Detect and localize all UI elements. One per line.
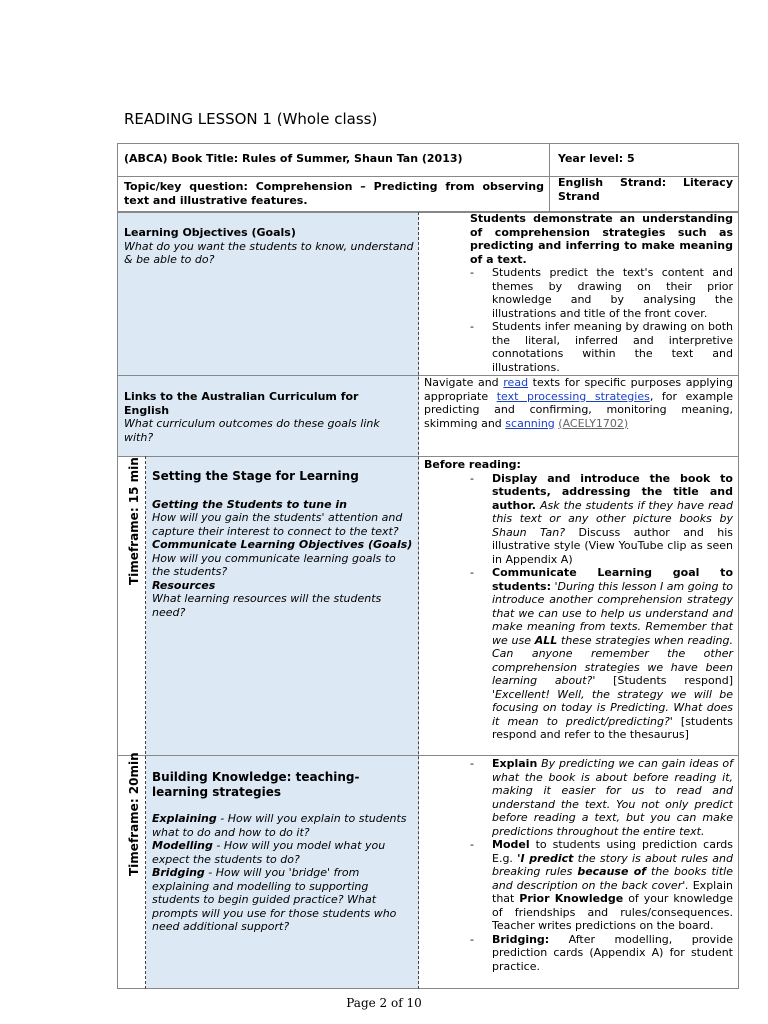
curriculum-text: Navigate and [424,376,504,389]
objectives-prompt: What do you want the students to know, understand & be able to do? [124,239,414,266]
document-title: READING LESSON 1 (Whole class) [124,110,378,128]
book-title: (ABCA) Book Title: Rules of Summer, Shaun Tan (2013) [124,152,463,165]
item-text: Explain that [492,878,733,905]
item-text: Ask the students if they have read this text or any other picture books by Shaun Tan? [492,498,733,539]
stage-timeframe: Timeframe: 15 min [127,457,141,585]
prompt-text: - How will you 'bridge' from explaining and modelling to supporting students to begin guided practice? What prompts will you use for those students who need additional support? [152,866,397,933]
item-text: the books title and description on the back cover'. [492,865,733,892]
item-emphasis: ALL [534,633,558,647]
acely1702-link[interactable]: (ACELY1702) [558,416,629,430]
tune-in-heading: Getting the Students to tune in [152,497,347,511]
curriculum-heading: Links to the Australian Curriculum for English [124,390,359,417]
stage-cell [152,470,414,619]
objective-point: - Students infer meaning by drawing on both the literal, inferred and interpretive connotations within the text and illustrations. [424,320,733,374]
item-emphasis: because of [577,865,647,878]
item-label: Explain [492,757,538,770]
item-emphasis: 'I predict [517,851,574,865]
item-text: 'Excellent! Well, the strategy we will be focusing on today is Predicting. What does it mean to predict/predicting?' [492,687,733,728]
item-text: [Students respond] [595,674,733,687]
topic-question: Topic/key question: Comprehension – Predicting from observing text and illustrative features. [124,180,544,207]
building-cell [152,770,414,934]
curriculum-text: , for example predicting and confirming, monitoring meaning, skimming and [424,389,733,430]
objectives-heading: Learning Objectives (Goals) [124,226,296,239]
curriculum-content [424,376,733,430]
item-text: [students respond and refer to the thesaurus] [492,714,733,741]
resources-heading: Resources [152,578,216,592]
explaining-label: Explaining [152,812,217,825]
english-strand: English Strand: Literacy Strand [558,176,733,203]
item-emphasis: Prior Knowledge [519,892,624,905]
stage-content [424,458,733,742]
bridging-label: Bridging [152,866,205,879]
building-content [424,757,733,973]
resources-prompt: What learning resources will the students need? [152,592,382,619]
bridging-prompt [152,866,414,934]
building-timeframe: Timeframe: 20min [127,752,141,876]
goals-prompt: How will you communicate learning goals to the students? [152,551,396,578]
objective-point: - Students predict the text's content and themes by drawing on their prior knowledge and by analysing the illustrations and title of the front cover. [424,266,733,320]
item-text: these strategies when reading. Can anyone remember the other comprehension strategies we have been learning about?' [492,633,733,687]
before-reading-label: Before reading: [424,458,521,471]
item-text: 'During this lesson I am going to introduce another comprehension strategy that we can use to help us understand and make meaning from texts. Remember that we use [492,579,734,647]
curriculum-cell [124,390,404,444]
tune-in-prompt: How will you gain the students' attention and capture their interest to connect to the text? [152,511,403,538]
model-item [424,838,733,933]
objectives-cell [124,226,414,267]
building-heading: Building Knowledge: teaching-learning strategies [152,770,360,799]
objectives-content [424,212,733,374]
item-label: Display and introduce the book to students, addressing the title and author. [492,471,733,512]
item-text: the story is about rules and breaking rules [492,851,733,878]
prompt-text: - How will you model what you expect the students to do? [152,839,386,866]
explaining-prompt [152,812,414,839]
stage-item-goal [424,566,733,742]
bridging-item [424,933,733,974]
item-text: to students using prediction cards E.g. [492,838,733,865]
item-text: of your knowledge of friendships and rules/consequences. Teacher writes predictions on the board. [492,892,733,932]
read-link[interactable]: read [503,376,529,389]
modelling-label: Modelling [152,839,213,852]
objectives-summary: Students demonstrate an understanding of comprehension strategies such as predicting and inferring to make meaning of a text. [470,212,733,266]
item-text: Discuss author and his illustrative style (View YouTube clip as seen in Appendix A) [492,525,734,566]
curriculum-prompt: What curriculum outcomes do these goals link with? [124,417,380,444]
stage-heading: Setting the Stage for Learning [152,469,359,483]
goals-heading: Communicate Learning Objectives (Goals) [152,538,413,551]
modelling-prompt [152,839,414,866]
scanning-link[interactable]: scanning [505,416,555,430]
explain-item [424,757,733,838]
text-processing-strategies-link[interactable]: text processing strategies [496,389,650,403]
item-text: By predicting we can gain ideas of what the book is about before reading it, making it easier for us to read and understand the text. You not only predict before reading a text, but you can make predictions throughout the entire text. [492,757,733,838]
stage-item-introduce [424,472,733,567]
item-label: Bridging: [492,932,550,946]
item-label: Communicate Learning goal to students: [492,566,733,593]
curriculum-text: texts for specific purposes applying appropriate [424,376,733,403]
item-text: After modelling, provide prediction cards (Appendix A) for student practice. [492,932,733,973]
page-number: Page 2 of 10 [346,996,422,1010]
year-level: Year level: 5 [558,152,635,165]
prompt-text: - How will you explain to students what to do and how to do it? [152,812,407,839]
item-label: Model [492,838,530,851]
